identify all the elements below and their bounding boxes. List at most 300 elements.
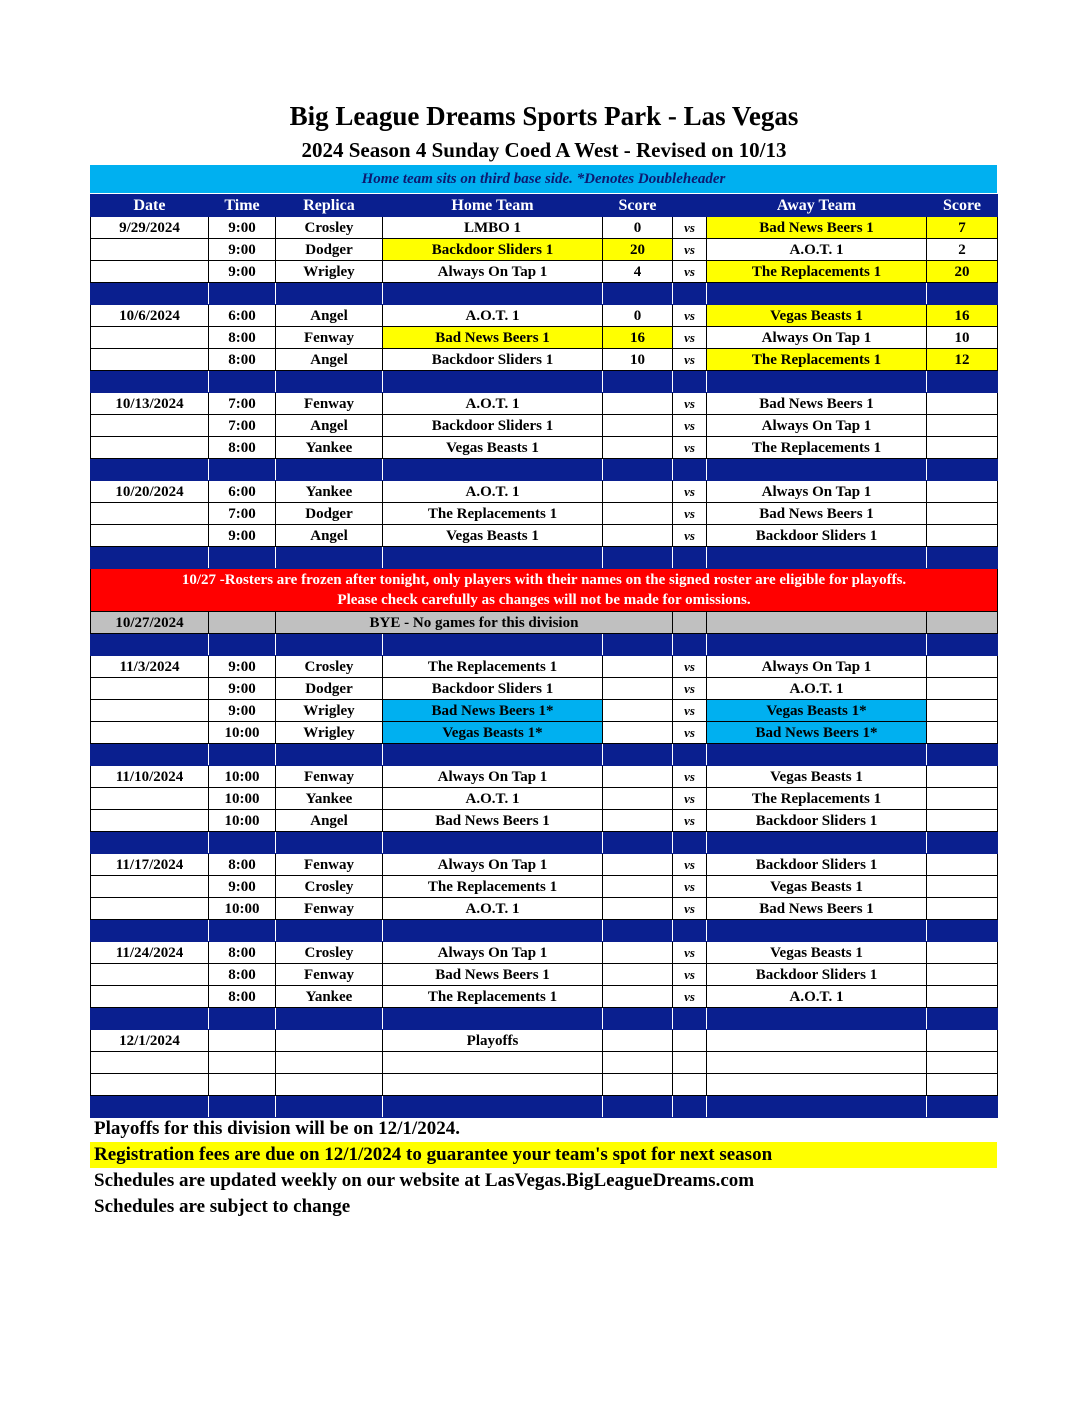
separator-cell — [673, 459, 707, 481]
home-team-cell: Vegas Beasts 1 — [383, 525, 603, 547]
date-cell: 11/10/2024 — [91, 766, 209, 788]
away-score-cell — [927, 766, 998, 788]
away-team-cell: Backdoor Sliders 1 — [707, 964, 927, 986]
home-team-cell: Vegas Beasts 1 — [383, 437, 603, 459]
away-team-cell — [707, 1052, 927, 1074]
week-separator-row — [91, 920, 998, 942]
home-score-cell — [603, 766, 673, 788]
separator-cell — [276, 1096, 383, 1118]
date-cell: 10/20/2024 — [91, 481, 209, 503]
away-score-cell: 10 — [927, 327, 998, 349]
separator-cell — [707, 547, 927, 569]
date-cell: 11/24/2024 — [91, 942, 209, 964]
vs-cell: vs — [673, 678, 707, 700]
home-team-cell: Bad News Beers 1 — [383, 964, 603, 986]
replica-field-cell: Angel — [276, 415, 383, 437]
separator-cell — [209, 744, 276, 766]
separator-cell — [383, 920, 603, 942]
away-team-cell: Always On Tap 1 — [707, 656, 927, 678]
away-team-cell: Vegas Beasts 1 — [707, 305, 927, 327]
separator-cell — [276, 459, 383, 481]
game-row — [91, 217, 998, 239]
away-team-cell: Bad News Beers 1 — [707, 217, 927, 239]
home-score-cell — [603, 788, 673, 810]
website-footer: Schedules are updated weekly on our website at LasVegas.BigLeagueDreams.com — [94, 1170, 755, 1191]
replica-field-cell: Angel — [276, 305, 383, 327]
home-team-cell: The Replacements 1 — [383, 656, 603, 678]
separator-cell — [276, 832, 383, 854]
separator-cell — [276, 371, 383, 393]
game-row — [91, 305, 998, 327]
separator-cell — [91, 547, 209, 569]
game-row — [91, 986, 998, 1008]
time-cell: 9:00 — [209, 656, 276, 678]
separator-cell — [383, 547, 603, 569]
date-cell: 12/1/2024 — [91, 1030, 209, 1052]
separator-cell — [673, 1008, 707, 1030]
separator-cell — [927, 920, 998, 942]
separator-cell — [383, 459, 603, 481]
vs-cell — [673, 1074, 707, 1096]
separator-cell — [603, 1096, 673, 1118]
replica-field-cell — [276, 1052, 383, 1074]
home-score-cell — [603, 393, 673, 415]
separator-cell — [707, 1096, 927, 1118]
separator-cell — [927, 832, 998, 854]
date-cell — [91, 788, 209, 810]
roster-alert-line: Please check carefully as changes will not be made for omissions. — [337, 592, 751, 608]
game-row — [91, 766, 998, 788]
replica-field-cell: Wrigley — [276, 700, 383, 722]
week-separator-row — [91, 547, 998, 569]
game-row — [91, 656, 998, 678]
replica-field-cell: Fenway — [276, 854, 383, 876]
game-row — [91, 327, 998, 349]
replica-field-cell: Fenway — [276, 327, 383, 349]
vs-cell: vs — [673, 986, 707, 1008]
bye-text-cell: BYE - No games for this division — [276, 612, 673, 634]
vs-cell: vs — [673, 503, 707, 525]
separator-cell — [603, 371, 673, 393]
separator-cell — [209, 634, 276, 656]
vs-cell: vs — [673, 305, 707, 327]
subject-to-change-footer: Schedules are subject to change — [94, 1196, 351, 1217]
home-score-cell — [603, 1052, 673, 1074]
home-score-cell — [603, 876, 673, 898]
separator-cell — [707, 459, 927, 481]
away-score-cell — [927, 503, 998, 525]
game-row — [91, 722, 998, 744]
vs-cell — [673, 1052, 707, 1074]
schedule-table — [90, 194, 998, 1118]
home-team-cell: A.O.T. 1 — [383, 788, 603, 810]
game-row — [91, 1074, 998, 1096]
replica-field-cell: Wrigley — [276, 722, 383, 744]
replica-field-cell: Wrigley — [276, 261, 383, 283]
vs-cell: vs — [673, 700, 707, 722]
away-score-cell — [927, 986, 998, 1008]
week-separator-row — [91, 371, 998, 393]
game-row — [91, 437, 998, 459]
time-cell: 7:00 — [209, 393, 276, 415]
week-separator-row — [91, 1096, 998, 1118]
home-score-cell — [603, 942, 673, 964]
vs-cell: vs — [673, 810, 707, 832]
vs-cell: vs — [673, 217, 707, 239]
separator-cell — [603, 744, 673, 766]
separator-cell — [673, 832, 707, 854]
date-cell: 11/3/2024 — [91, 656, 209, 678]
home-team-cell: Bad News Beers 1* — [383, 700, 603, 722]
vs-cell: vs — [673, 437, 707, 459]
away-team-cell: Always On Tap 1 — [707, 415, 927, 437]
home-score-cell — [603, 1074, 673, 1096]
separator-cell — [209, 1008, 276, 1030]
vs-cell: vs — [673, 854, 707, 876]
separator-cell — [603, 283, 673, 305]
playoffs-footer: Playoffs for this division will be on 12/1/2024. — [94, 1118, 460, 1139]
date-cell — [91, 327, 209, 349]
header-away-team: Away Team — [707, 195, 927, 217]
replica-field-cell: Dodger — [276, 503, 383, 525]
away-score-cell — [927, 722, 998, 744]
away-score-cell — [927, 810, 998, 832]
header-home-score: Score — [603, 195, 673, 217]
away-team-cell: Backdoor Sliders 1 — [707, 854, 927, 876]
vs-cell: vs — [673, 415, 707, 437]
away-score-cell — [927, 700, 998, 722]
time-cell: 9:00 — [209, 261, 276, 283]
separator-cell — [91, 634, 209, 656]
schedule-body — [91, 217, 998, 1118]
roster-alert-cell — [91, 569, 998, 612]
vs-cell: vs — [673, 393, 707, 415]
date-cell: 10/27/2024 — [91, 612, 209, 634]
separator-cell — [276, 920, 383, 942]
roster-alert-row — [91, 569, 998, 612]
away-score-cell — [927, 1052, 998, 1074]
date-cell — [91, 415, 209, 437]
replica-field-cell — [276, 1074, 383, 1096]
away-score-cell — [927, 1074, 998, 1096]
separator-cell — [383, 1008, 603, 1030]
week-separator-row — [91, 832, 998, 854]
date-cell — [91, 876, 209, 898]
away-score-cell — [927, 437, 998, 459]
away-score-cell: 2 — [927, 239, 998, 261]
separator-cell — [383, 634, 603, 656]
time-cell: 9:00 — [209, 678, 276, 700]
away-team-cell: Vegas Beasts 1 — [707, 876, 927, 898]
replica-field-cell: Crosley — [276, 217, 383, 239]
date-cell — [91, 261, 209, 283]
game-row — [91, 1052, 998, 1074]
separator-cell — [707, 283, 927, 305]
away-team-cell: A.O.T. 1 — [707, 239, 927, 261]
away-score-cell — [927, 942, 998, 964]
separator-cell — [707, 920, 927, 942]
home-score-cell: 16 — [603, 327, 673, 349]
game-row — [91, 349, 998, 371]
home-score-cell — [603, 898, 673, 920]
game-row — [91, 481, 998, 503]
header-date: Date — [91, 195, 209, 217]
away-team-cell: The Replacements 1 — [707, 788, 927, 810]
away-team-cell: The Replacements 1 — [707, 437, 927, 459]
separator-cell — [383, 283, 603, 305]
time-cell: 10:00 — [209, 766, 276, 788]
separator-cell — [603, 634, 673, 656]
separator-cell — [707, 371, 927, 393]
time-cell — [209, 1030, 276, 1052]
week-separator-row — [91, 1008, 998, 1030]
away-team-cell: Backdoor Sliders 1 — [707, 525, 927, 547]
time-cell: 9:00 — [209, 217, 276, 239]
game-row — [91, 503, 998, 525]
replica-field-cell: Angel — [276, 525, 383, 547]
vs-cell — [673, 1030, 707, 1052]
away-team-cell: Bad News Beers 1* — [707, 722, 927, 744]
game-row — [91, 415, 998, 437]
away-score-cell — [927, 415, 998, 437]
separator-cell — [673, 634, 707, 656]
time-cell: 7:00 — [209, 503, 276, 525]
vs-cell: vs — [673, 722, 707, 744]
game-row — [91, 942, 998, 964]
away-team-cell: The Replacements 1 — [707, 349, 927, 371]
separator-cell — [927, 459, 998, 481]
away-score-cell — [927, 898, 998, 920]
away-team-cell: Backdoor Sliders 1 — [707, 810, 927, 832]
home-score-cell — [603, 503, 673, 525]
away-team-cell: Bad News Beers 1 — [707, 503, 927, 525]
replica-field-cell: Crosley — [276, 942, 383, 964]
replica-field-cell: Yankee — [276, 481, 383, 503]
vs-cell — [673, 612, 707, 634]
time-cell: 8:00 — [209, 437, 276, 459]
date-cell — [91, 1074, 209, 1096]
header-away-score: Score — [927, 195, 998, 217]
time-cell: 8:00 — [209, 349, 276, 371]
header-home-team: Home Team — [383, 195, 603, 217]
home-team-cell: Always On Tap 1 — [383, 261, 603, 283]
replica-field-cell: Angel — [276, 810, 383, 832]
home-score-cell: 10 — [603, 349, 673, 371]
home-team-cell — [383, 1074, 603, 1096]
home-team-cell: Backdoor Sliders 1 — [383, 678, 603, 700]
time-cell: 8:00 — [209, 986, 276, 1008]
separator-cell — [673, 371, 707, 393]
separator-cell — [603, 920, 673, 942]
time-cell: 9:00 — [209, 700, 276, 722]
date-cell — [91, 525, 209, 547]
home-team-cell: Bad News Beers 1 — [383, 810, 603, 832]
home-score-cell — [603, 986, 673, 1008]
time-cell: 8:00 — [209, 854, 276, 876]
time-cell: 10:00 — [209, 722, 276, 744]
home-team-cell: Always On Tap 1 — [383, 942, 603, 964]
separator-cell — [927, 283, 998, 305]
separator-cell — [383, 371, 603, 393]
week-separator-row — [91, 744, 998, 766]
home-team-cell: Vegas Beasts 1* — [383, 722, 603, 744]
game-row — [91, 393, 998, 415]
away-team-cell — [707, 612, 927, 634]
time-cell: 9:00 — [209, 239, 276, 261]
home-team-cell — [383, 1052, 603, 1074]
game-row — [91, 678, 998, 700]
date-cell — [91, 1052, 209, 1074]
home-team-cell: The Replacements 1 — [383, 503, 603, 525]
home-score-cell — [603, 481, 673, 503]
separator-cell — [673, 744, 707, 766]
home-team-cell: Backdoor Sliders 1 — [383, 415, 603, 437]
separator-cell — [91, 920, 209, 942]
separator-cell — [383, 832, 603, 854]
date-cell — [91, 898, 209, 920]
replica-field-cell: Fenway — [276, 393, 383, 415]
replica-field-cell: Crosley — [276, 876, 383, 898]
home-team-cell: A.O.T. 1 — [383, 481, 603, 503]
home-score-cell — [603, 722, 673, 744]
home-score-cell — [603, 964, 673, 986]
away-score-cell — [927, 854, 998, 876]
week-separator-row — [91, 634, 998, 656]
away-score-cell — [927, 678, 998, 700]
away-team-cell: Bad News Beers 1 — [707, 898, 927, 920]
away-score-cell — [927, 481, 998, 503]
table-header-row — [91, 195, 998, 217]
vs-cell: vs — [673, 525, 707, 547]
game-row — [91, 964, 998, 986]
time-cell: 9:00 — [209, 876, 276, 898]
week-separator-row — [91, 283, 998, 305]
time-cell: 8:00 — [209, 964, 276, 986]
date-cell — [91, 239, 209, 261]
separator-cell — [603, 832, 673, 854]
separator-cell — [673, 283, 707, 305]
vs-cell: vs — [673, 766, 707, 788]
vs-cell: vs — [673, 349, 707, 371]
separator-cell — [209, 547, 276, 569]
separator-cell — [673, 920, 707, 942]
home-team-cell: Always On Tap 1 — [383, 766, 603, 788]
replica-field-cell — [276, 1030, 383, 1052]
header-time: Time — [209, 195, 276, 217]
replica-field-cell: Fenway — [276, 766, 383, 788]
date-cell: 11/17/2024 — [91, 854, 209, 876]
separator-cell — [91, 283, 209, 305]
separator-cell — [603, 459, 673, 481]
away-score-cell: 16 — [927, 305, 998, 327]
vs-cell: vs — [673, 964, 707, 986]
replica-field-cell: Dodger — [276, 678, 383, 700]
home-team-cell: Bad News Beers 1 — [383, 327, 603, 349]
home-team-cell: A.O.T. 1 — [383, 898, 603, 920]
game-row — [91, 810, 998, 832]
replica-field-cell: Yankee — [276, 788, 383, 810]
separator-cell — [927, 1096, 998, 1118]
home-team-cell: A.O.T. 1 — [383, 305, 603, 327]
page-title: Big League Dreams Sports Park - Las Vegas — [289, 101, 799, 131]
separator-cell — [91, 744, 209, 766]
separator-cell — [209, 371, 276, 393]
home-team-cell: The Replacements 1 — [383, 986, 603, 1008]
home-team-note: Home team sits on third base side. *Denotes Doubleheader — [90, 165, 997, 193]
away-score-cell: 12 — [927, 349, 998, 371]
time-cell: 6:00 — [209, 481, 276, 503]
separator-cell — [383, 744, 603, 766]
away-score-cell — [927, 876, 998, 898]
away-team-cell: Vegas Beasts 1 — [707, 766, 927, 788]
separator-cell — [276, 1008, 383, 1030]
game-row — [91, 1030, 998, 1052]
vs-cell: vs — [673, 481, 707, 503]
separator-cell — [707, 1008, 927, 1030]
separator-cell — [603, 1008, 673, 1030]
away-team-cell — [707, 1074, 927, 1096]
game-row — [91, 898, 998, 920]
time-cell: 6:00 — [209, 305, 276, 327]
time-cell: 8:00 — [209, 327, 276, 349]
time-cell — [209, 612, 276, 634]
time-cell — [209, 1052, 276, 1074]
date-cell — [91, 810, 209, 832]
away-score-cell: 7 — [927, 217, 998, 239]
home-score-cell — [603, 1030, 673, 1052]
home-team-cell: Always On Tap 1 — [383, 854, 603, 876]
separator-cell — [209, 1096, 276, 1118]
bye-row — [91, 612, 998, 634]
game-row — [91, 525, 998, 547]
away-team-cell: The Replacements 1 — [707, 261, 927, 283]
home-score-cell — [603, 415, 673, 437]
away-score-cell — [927, 612, 998, 634]
replica-field-cell: Crosley — [276, 656, 383, 678]
separator-cell — [276, 283, 383, 305]
separator-cell — [927, 1008, 998, 1030]
away-score-cell — [927, 788, 998, 810]
date-cell — [91, 503, 209, 525]
time-cell: 7:00 — [209, 415, 276, 437]
home-score-cell — [603, 700, 673, 722]
home-score-cell — [603, 678, 673, 700]
separator-cell — [91, 1096, 209, 1118]
away-team-cell: Bad News Beers 1 — [707, 393, 927, 415]
replica-field-cell: Fenway — [276, 898, 383, 920]
header-vs — [673, 195, 707, 217]
date-cell — [91, 700, 209, 722]
vs-cell: vs — [673, 261, 707, 283]
replica-field-cell: Yankee — [276, 437, 383, 459]
date-cell — [91, 964, 209, 986]
vs-cell: vs — [673, 898, 707, 920]
game-row — [91, 854, 998, 876]
date-cell — [91, 437, 209, 459]
away-team-cell: Vegas Beasts 1* — [707, 700, 927, 722]
time-cell: 10:00 — [209, 810, 276, 832]
separator-cell — [91, 459, 209, 481]
home-team-cell: The Replacements 1 — [383, 876, 603, 898]
home-score-cell: 4 — [603, 261, 673, 283]
home-score-cell: 0 — [603, 217, 673, 239]
date-cell — [91, 986, 209, 1008]
time-cell: 9:00 — [209, 525, 276, 547]
time-cell — [209, 1074, 276, 1096]
separator-cell — [927, 634, 998, 656]
vs-cell: vs — [673, 876, 707, 898]
separator-cell — [91, 371, 209, 393]
